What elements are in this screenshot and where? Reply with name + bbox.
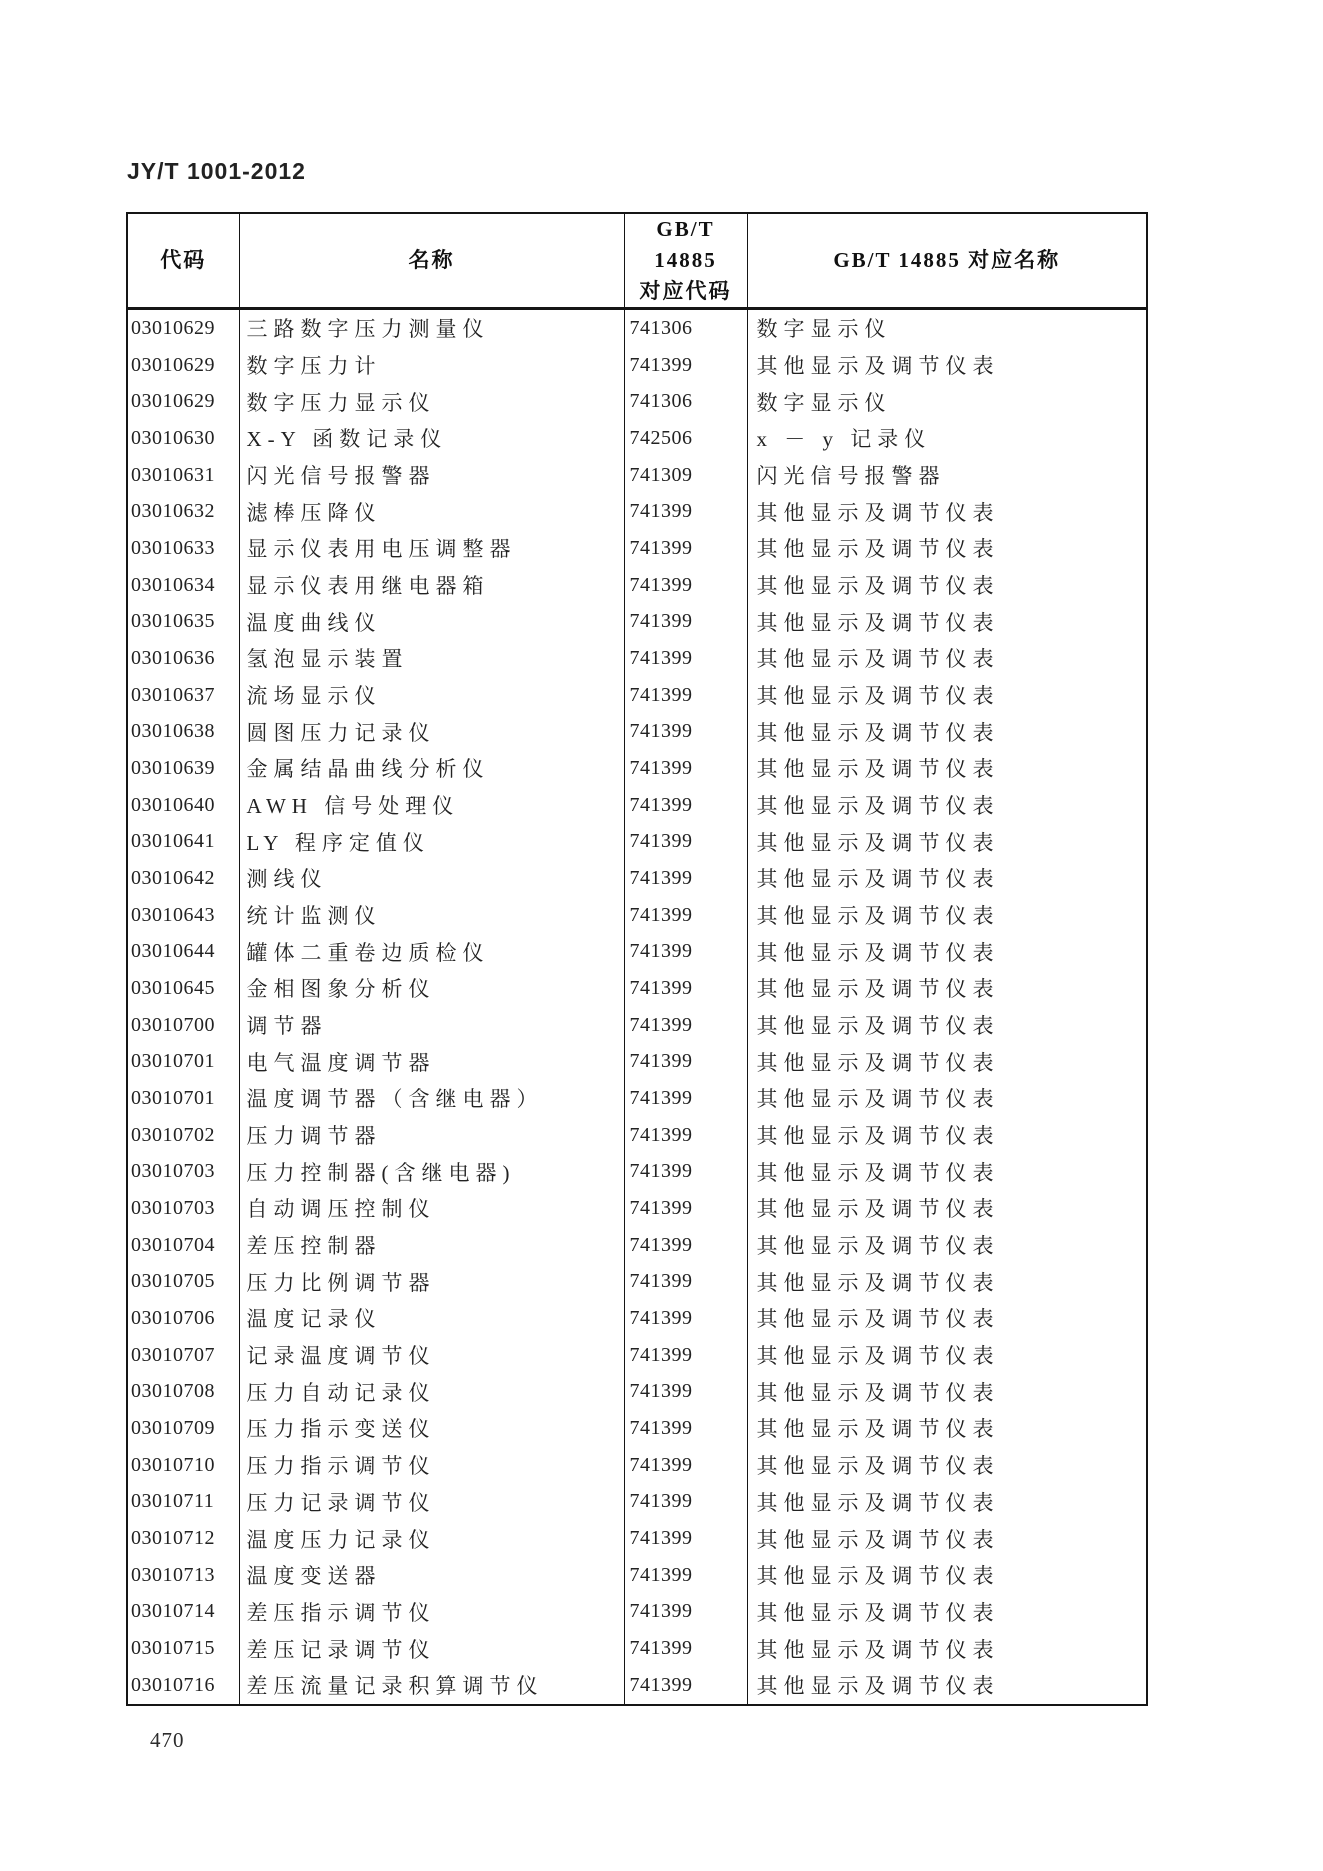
cell-gbt-code: 741399 <box>624 1117 747 1154</box>
table-row <box>127 1557 1147 1594</box>
cell-gbt-name: 其他显示及调节仪表 <box>747 1227 1147 1264</box>
cell-code: 03010643 <box>127 897 239 934</box>
cell-gbt-name: x － y 记录仪 <box>747 420 1147 457</box>
cell-gbt-name: 其他显示及调节仪表 <box>747 347 1147 384</box>
cell-gbt-code: 741399 <box>624 1300 747 1337</box>
cell-name: 压力记录调节仪 <box>239 1484 624 1521</box>
cell-gbt-code: 741399 <box>624 1484 747 1521</box>
cell-name: 记录温度调节仪 <box>239 1337 624 1374</box>
cell-gbt-code: 741399 <box>624 970 747 1007</box>
cell-code: 03010713 <box>127 1557 239 1594</box>
table-row <box>127 1520 1147 1557</box>
cell-code: 03010701 <box>127 1080 239 1117</box>
cell-gbt-name: 其他显示及调节仪表 <box>747 1557 1147 1594</box>
cell-gbt-code: 741399 <box>624 1373 747 1410</box>
header-name: 名称 <box>239 213 624 309</box>
cell-gbt-code: 741399 <box>624 713 747 750</box>
cell-gbt-code: 741399 <box>624 347 747 384</box>
table-row <box>127 1300 1147 1337</box>
cell-name: 测线仪 <box>239 860 624 897</box>
cell-code: 03010705 <box>127 1263 239 1300</box>
cell-code: 03010708 <box>127 1373 239 1410</box>
cell-name: 统计监测仪 <box>239 897 624 934</box>
table-row <box>127 1337 1147 1374</box>
cell-name: 显示仪表用继电器箱 <box>239 567 624 604</box>
cell-gbt-code: 741399 <box>624 1227 747 1264</box>
cell-name: 压力自动记录仪 <box>239 1373 624 1410</box>
cell-code: 03010631 <box>127 457 239 494</box>
table-row <box>127 1190 1147 1227</box>
header-gbt-code-line1: GB/T 14885 <box>654 217 717 272</box>
table-row <box>127 823 1147 860</box>
cell-code: 03010635 <box>127 603 239 640</box>
cell-gbt-code: 741309 <box>624 457 747 494</box>
cell-name: 温度记录仪 <box>239 1300 624 1337</box>
cell-code: 03010704 <box>127 1227 239 1264</box>
doc-number: JY/T 1001-2012 <box>127 158 306 184</box>
table-row <box>127 750 1147 787</box>
cell-name: 三路数字压力测量仪 <box>239 309 624 347</box>
cell-name: 金属结晶曲线分析仪 <box>239 750 624 787</box>
cell-gbt-name: 其他显示及调节仪表 <box>747 1373 1147 1410</box>
cell-code: 03010703 <box>127 1153 239 1190</box>
cell-code: 03010710 <box>127 1447 239 1484</box>
cell-code: 03010707 <box>127 1337 239 1374</box>
table-row <box>127 1153 1147 1190</box>
cell-gbt-name: 其他显示及调节仪表 <box>747 933 1147 970</box>
cell-gbt-code: 741399 <box>624 493 747 530</box>
table-row <box>127 933 1147 970</box>
table-row <box>127 1667 1147 1705</box>
header-gbt-code <box>624 213 747 309</box>
header-gbt-name: GB/T 14885 对应名称 <box>747 213 1147 309</box>
cell-code: 03010638 <box>127 713 239 750</box>
table-row <box>127 1043 1147 1080</box>
table-row <box>127 309 1147 347</box>
cell-code: 03010714 <box>127 1594 239 1631</box>
cell-name: 闪光信号报警器 <box>239 457 624 494</box>
cell-gbt-name: 其他显示及调节仪表 <box>747 1043 1147 1080</box>
cell-code: 03010630 <box>127 420 239 457</box>
cell-gbt-name: 其他显示及调节仪表 <box>747 1667 1147 1705</box>
cell-code: 03010639 <box>127 750 239 787</box>
cell-name: 电气温度调节器 <box>239 1043 624 1080</box>
cell-code: 03010703 <box>127 1190 239 1227</box>
table-row <box>127 1484 1147 1521</box>
cell-gbt-code: 741306 <box>624 383 747 420</box>
cell-gbt-code: 741399 <box>624 1630 747 1667</box>
cell-gbt-name: 其他显示及调节仪表 <box>747 1594 1147 1631</box>
cell-gbt-name: 其他显示及调节仪表 <box>747 1520 1147 1557</box>
cell-gbt-name: 其他显示及调节仪表 <box>747 677 1147 714</box>
cell-name: 温度变送器 <box>239 1557 624 1594</box>
cell-gbt-name: 其他显示及调节仪表 <box>747 713 1147 750</box>
cell-name: 差压指示调节仪 <box>239 1594 624 1631</box>
cell-gbt-code: 741399 <box>624 1080 747 1117</box>
cell-code: 03010701 <box>127 1043 239 1080</box>
cell-gbt-name: 其他显示及调节仪表 <box>747 1190 1147 1227</box>
cell-gbt-name: 其他显示及调节仪表 <box>747 1300 1147 1337</box>
table-row <box>127 1373 1147 1410</box>
table-row <box>127 567 1147 604</box>
cell-code: 03010633 <box>127 530 239 567</box>
table-row <box>127 1080 1147 1117</box>
cell-gbt-code: 741399 <box>624 530 747 567</box>
cell-code: 03010702 <box>127 1117 239 1154</box>
cell-gbt-name: 数字显示仪 <box>747 383 1147 420</box>
table-header <box>127 213 1147 309</box>
cell-name: 氢泡显示装置 <box>239 640 624 677</box>
cell-gbt-code: 741399 <box>624 1667 747 1705</box>
cell-name: 金相图象分析仪 <box>239 970 624 1007</box>
header-code: 代码 <box>127 213 239 309</box>
cell-gbt-code: 741399 <box>624 1410 747 1447</box>
cell-code: 03010632 <box>127 493 239 530</box>
cell-code: 03010709 <box>127 1410 239 1447</box>
cell-name: 压力指示调节仪 <box>239 1447 624 1484</box>
cell-gbt-code: 741306 <box>624 309 747 347</box>
table-row <box>127 493 1147 530</box>
cell-name: LY 程序定值仪 <box>239 823 624 860</box>
cell-gbt-name: 其他显示及调节仪表 <box>747 493 1147 530</box>
cell-gbt-code: 741399 <box>624 1337 747 1374</box>
cell-gbt-code: 741399 <box>624 1007 747 1044</box>
cell-name: 压力控制器(含继电器) <box>239 1153 624 1190</box>
table-row <box>127 420 1147 457</box>
cell-gbt-code: 741399 <box>624 860 747 897</box>
cell-gbt-name: 其他显示及调节仪表 <box>747 567 1147 604</box>
code-mapping-table <box>126 212 1148 1706</box>
cell-name: 压力调节器 <box>239 1117 624 1154</box>
cell-name: 温度压力记录仪 <box>239 1520 624 1557</box>
table-row <box>127 970 1147 1007</box>
cell-gbt-code: 741399 <box>624 1447 747 1484</box>
cell-name: 显示仪表用电压调整器 <box>239 530 624 567</box>
table-row <box>127 603 1147 640</box>
cell-name: 自动调压控制仪 <box>239 1190 624 1227</box>
cell-name: AWH 信号处理仪 <box>239 787 624 824</box>
cell-gbt-code: 742506 <box>624 420 747 457</box>
cell-gbt-code: 741399 <box>624 897 747 934</box>
table-row <box>127 1263 1147 1300</box>
cell-gbt-code: 741399 <box>624 933 747 970</box>
table-row <box>127 1447 1147 1484</box>
cell-gbt-code: 741399 <box>624 1263 747 1300</box>
cell-name: 圆图压力记录仪 <box>239 713 624 750</box>
cell-name: 数字压力显示仪 <box>239 383 624 420</box>
cell-code: 03010636 <box>127 640 239 677</box>
cell-name: 压力比例调节器 <box>239 1263 624 1300</box>
cell-gbt-code: 741399 <box>624 1190 747 1227</box>
cell-gbt-name: 其他显示及调节仪表 <box>747 787 1147 824</box>
cell-code: 03010634 <box>127 567 239 604</box>
table-row <box>127 677 1147 714</box>
cell-gbt-code: 741399 <box>624 1153 747 1190</box>
cell-gbt-name: 其他显示及调节仪表 <box>747 897 1147 934</box>
cell-code: 03010645 <box>127 970 239 1007</box>
cell-gbt-name: 数字显示仪 <box>747 309 1147 347</box>
cell-gbt-name: 其他显示及调节仪表 <box>747 750 1147 787</box>
cell-gbt-name: 其他显示及调节仪表 <box>747 1263 1147 1300</box>
cell-name: 温度曲线仪 <box>239 603 624 640</box>
cell-name: 温度调节器（含继电器） <box>239 1080 624 1117</box>
page-number: 470 <box>150 1728 185 1752</box>
cell-gbt-name: 其他显示及调节仪表 <box>747 640 1147 677</box>
cell-gbt-name: 其他显示及调节仪表 <box>747 860 1147 897</box>
cell-name: X-Y 函数记录仪 <box>239 420 624 457</box>
table-row <box>127 787 1147 824</box>
cell-gbt-name: 其他显示及调节仪表 <box>747 1007 1147 1044</box>
cell-gbt-name: 其他显示及调节仪表 <box>747 1080 1147 1117</box>
header-gbt-code-line2: 对应代码 <box>639 279 732 303</box>
cell-name: 数字压力计 <box>239 347 624 384</box>
cell-code: 03010700 <box>127 1007 239 1044</box>
cell-code: 03010637 <box>127 677 239 714</box>
table-row <box>127 347 1147 384</box>
cell-gbt-name: 其他显示及调节仪表 <box>747 1117 1147 1154</box>
table-row <box>127 897 1147 934</box>
cell-gbt-name: 其他显示及调节仪表 <box>747 530 1147 567</box>
table-row <box>127 640 1147 677</box>
table-row <box>127 1594 1147 1631</box>
cell-gbt-name: 其他显示及调节仪表 <box>747 1153 1147 1190</box>
cell-name: 压力指示变送仪 <box>239 1410 624 1447</box>
cell-gbt-name: 其他显示及调节仪表 <box>747 1337 1147 1374</box>
cell-gbt-name: 其他显示及调节仪表 <box>747 1484 1147 1521</box>
cell-code: 03010629 <box>127 347 239 384</box>
table-row <box>127 457 1147 494</box>
cell-code: 03010642 <box>127 860 239 897</box>
cell-name: 流场显示仪 <box>239 677 624 714</box>
cell-gbt-name: 其他显示及调节仪表 <box>747 970 1147 1007</box>
cell-code: 03010640 <box>127 787 239 824</box>
cell-gbt-name: 其他显示及调节仪表 <box>747 823 1147 860</box>
cell-gbt-code: 741399 <box>624 750 747 787</box>
table-row <box>127 383 1147 420</box>
table-row <box>127 1007 1147 1044</box>
cell-code: 03010629 <box>127 383 239 420</box>
table-row <box>127 1227 1147 1264</box>
table-row <box>127 860 1147 897</box>
cell-name: 差压流量记录积算调节仪 <box>239 1667 624 1705</box>
cell-gbt-name: 闪光信号报警器 <box>747 457 1147 494</box>
cell-code: 03010644 <box>127 933 239 970</box>
table-row <box>127 1410 1147 1447</box>
cell-gbt-name: 其他显示及调节仪表 <box>747 603 1147 640</box>
table-row <box>127 1117 1147 1154</box>
cell-gbt-name: 其他显示及调节仪表 <box>747 1410 1147 1447</box>
cell-name: 差压记录调节仪 <box>239 1630 624 1667</box>
cell-code: 03010641 <box>127 823 239 860</box>
cell-gbt-code: 741399 <box>624 1594 747 1631</box>
table-row <box>127 530 1147 567</box>
cell-gbt-code: 741399 <box>624 787 747 824</box>
cell-name: 滤棒压降仪 <box>239 493 624 530</box>
cell-name: 差压控制器 <box>239 1227 624 1264</box>
table-row <box>127 713 1147 750</box>
cell-gbt-name: 其他显示及调节仪表 <box>747 1630 1147 1667</box>
table-row <box>127 1630 1147 1667</box>
cell-gbt-code: 741399 <box>624 1520 747 1557</box>
cell-gbt-name: 其他显示及调节仪表 <box>747 1447 1147 1484</box>
cell-gbt-code: 741399 <box>624 567 747 604</box>
table-body <box>127 309 1147 1705</box>
cell-gbt-code: 741399 <box>624 640 747 677</box>
cell-code: 03010706 <box>127 1300 239 1337</box>
cell-gbt-code: 741399 <box>624 1043 747 1080</box>
cell-gbt-code: 741399 <box>624 1557 747 1594</box>
header-row <box>127 213 1147 309</box>
cell-gbt-code: 741399 <box>624 677 747 714</box>
cell-name: 罐体二重卷边质检仪 <box>239 933 624 970</box>
cell-name: 调节器 <box>239 1007 624 1044</box>
cell-code: 03010712 <box>127 1520 239 1557</box>
cell-code: 03010629 <box>127 309 239 347</box>
cell-code: 03010711 <box>127 1484 239 1521</box>
cell-gbt-code: 741399 <box>624 603 747 640</box>
cell-code: 03010715 <box>127 1630 239 1667</box>
cell-gbt-code: 741399 <box>624 823 747 860</box>
cell-code: 03010716 <box>127 1667 239 1705</box>
